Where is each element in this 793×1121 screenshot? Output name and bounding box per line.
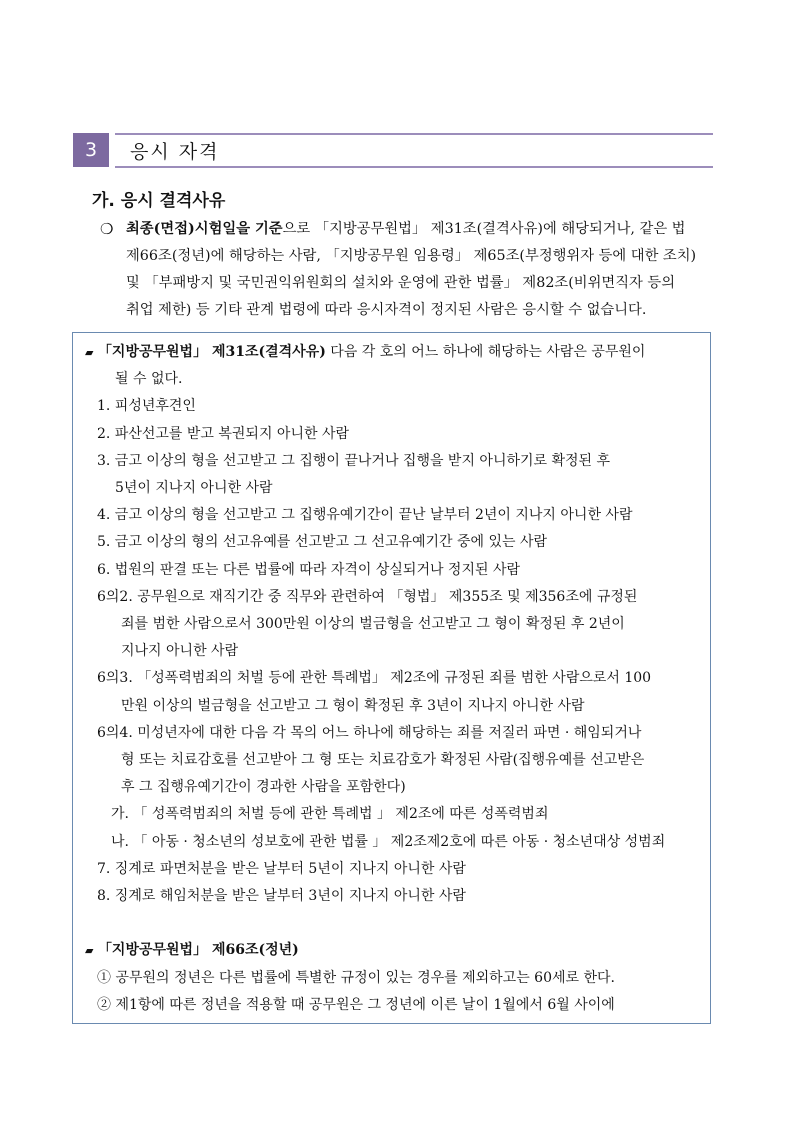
law-subitem: 나. 「 아동 · 청소년의 성보호에 관한 법률 」 제2조제2호에 따른 아동 · 청소년대상 성범죄 <box>111 833 666 850</box>
law-paragraph: ① 공무원의 정년은 다른 법률에 특별한 규정이 있는 경우를 제외하고는 60세로 한다. <box>97 969 615 986</box>
law-item: 6의3. 「성폭력범죄의 처벌 등에 관한 특례법」 제2조에 규정된 죄를 범한 사람으로서 100 <box>97 670 652 687</box>
law-item: 3. 금고 이상의 형을 선고받고 그 집행이 끝나거나 집행을 받지 아니하기로 확정된 후 <box>97 452 611 469</box>
law-item-cont: 5년이 지나지 아니한 사람 <box>115 480 273 497</box>
law-item: 7. 징계로 파면처분을 받은 날부터 5년이 지나지 아니한 사람 <box>97 860 466 877</box>
article66-heading <box>85 937 702 964</box>
law-item: 6. 법원의 판결 또는 다른 법률에 따라 자격이 상실되거나 정지된 사람 <box>97 561 521 578</box>
law-item: 6의4. 미성년자에 대한 다음 각 목의 어느 하나에 해당하는 죄를 저질러 파면 · 해임되거나 <box>97 724 642 741</box>
law-item: 4. 금고 이상의 형을 선고받고 그 집행유예기간이 끝난 날부터 2년이 지나지 아니한 사람 <box>97 507 633 524</box>
section-rule-bottom <box>115 166 713 168</box>
law-item-cont: 지나지 아니한 사람 <box>121 643 239 660</box>
law-subitem: 가. 「 성폭력범죄의 처벌 등에 관한 특례법 」 제2조에 따른 성폭력범죄 <box>111 806 549 823</box>
law-item: 8. 징계로 해임처분을 받은 날부터 3년이 지나지 아니한 사람 <box>97 888 466 905</box>
section-rule-top <box>115 133 713 135</box>
section-header <box>73 131 713 169</box>
article66-title: 「지방공무원법」 제66조(정년) <box>97 942 299 959</box>
article31-heading <box>85 339 702 366</box>
law-item: 2. 파산선고를 받고 복권되지 아니한 사람 <box>97 425 349 442</box>
paragraph-line: 및 「부패방지 및 국민권익위원회의 설치와 운영에 관한 법률」 제82조(비위면직자 등의 <box>126 275 676 291</box>
paragraph-line: 제66조(정년)에 해당하는 사람, 「지방공무원 임용령」 제65조(부정행위자 등에 대한 조치) <box>126 248 697 264</box>
law-item-cont: 형 또는 치료감호를 선고받아 그 형 또는 치료감호가 확정된 사람(집행유예를 선고받은 <box>121 752 645 769</box>
law-excerpt-box <box>72 332 711 1024</box>
law-item-cont: 죄를 범한 사람으로서 300만원 이상의 벌금형을 선고받고 그 형이 확정된 후 2년이 <box>121 616 625 633</box>
article31-title: 「지방공무원법」 제31조(결격사유) <box>97 344 326 360</box>
subsection-heading: 가. 응시 결격사유 <box>92 191 226 211</box>
article31-intro: 다음 각 호의 어느 하나에 해당하는 사람은 공무원이 <box>325 344 646 360</box>
article31-intro-cont: 될 수 없다. <box>115 371 183 388</box>
disqualification-paragraph <box>100 216 725 324</box>
bullet-circle-icon: ❍ <box>100 220 114 238</box>
block-marker-icon: ▰ <box>85 944 94 958</box>
section-number: 3 <box>73 133 109 167</box>
law-paragraph: ② 제1항에 따른 정년을 적용할 때 공무원은 그 정년에 이른 날이 1월에서 6월 사이에 <box>97 996 615 1013</box>
law-item-cont: 후 그 집행유예기간이 경과한 사람을 포함한다) <box>121 779 406 796</box>
law-item: 5. 금고 이상의 형의 선고유예를 선고받고 그 선고유예기간 중에 있는 사람 <box>97 534 548 551</box>
paragraph-line: 취업 제한) 등 기타 관계 법령에 따라 응시자격이 정지된 사람은 응시할 수 없습니다. <box>126 302 647 318</box>
law-item: 6의2. 공무원으로 재직기간 중 직무와 관련하여 「형법」 제355조 및 제356조에 규정된 <box>97 588 638 605</box>
law-item-cont: 만원 이상의 벌금형을 선고받고 그 형이 확정된 후 3년이 지나지 아니한 사람 <box>121 697 585 714</box>
paragraph-line: 최종(면접)시험일을 기준으로 「지방공무원법」 제31조(결격사유)에 해당되거나, 같은 법 <box>126 221 686 237</box>
block-marker-icon: ▰ <box>85 346 94 359</box>
paragraph-bold-lead: 최종(면접)시험일을 기준 <box>126 221 283 237</box>
section-title: 응시 자격 <box>130 141 220 163</box>
law-item: 1. 피성년후견인 <box>97 398 196 415</box>
block-spacer <box>85 910 702 937</box>
